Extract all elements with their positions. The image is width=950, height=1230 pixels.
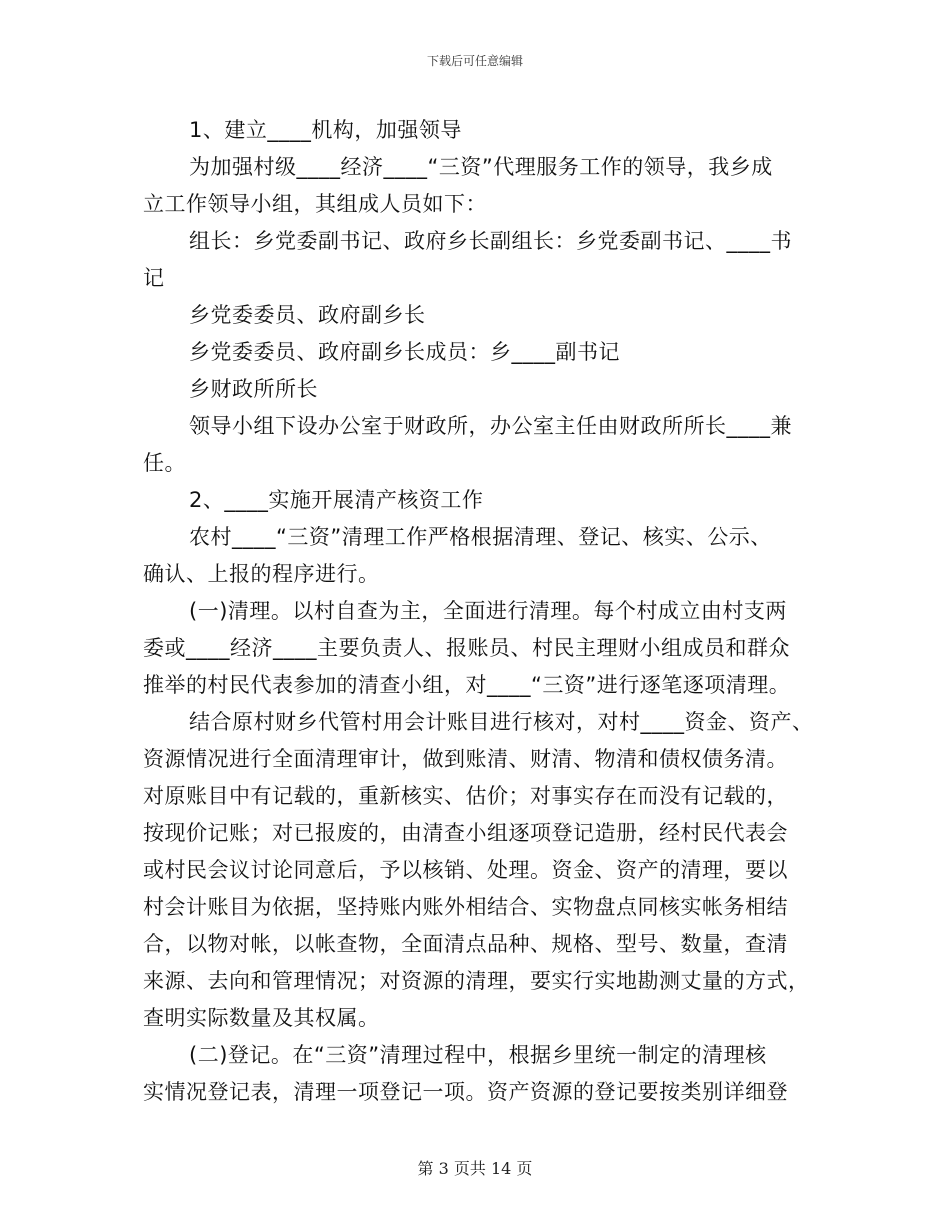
paragraph-line: 乡党委委员、政府副乡长成员：乡____副书记 — [189, 340, 620, 364]
paragraph-line: 查明实际数量及其权属。 — [143, 1006, 380, 1030]
paragraph-line: 乡财政所所长 — [189, 377, 318, 401]
paragraph-line: 为加强村级____经济____“三资”代理服务工作的领导，我乡成 — [189, 155, 773, 179]
paragraph-line: 合，以物对帐，以帐查物，全面清点品种、规格、型号、数量，查清 — [143, 932, 788, 956]
paragraph-line: 农村____“三资”清理工作严格根据清理、登记、核实、公示、 — [189, 525, 772, 549]
paragraph-line: 确认、上报的程序进行。 — [143, 562, 380, 586]
page-header: 下载后可任意编辑 — [426, 54, 523, 68]
paragraph-line: 领导小组下设办公室于财政所，办公室主任由财政所所长____兼 — [189, 414, 792, 438]
section-heading: 2、____实施开展清产核资工作 — [189, 488, 484, 512]
paragraph-line: 按现价记账；对已报废的，由清查小组逐项登记造册，经村民代表会 — [143, 821, 788, 845]
section-heading: 1、建立____机构，加强领导 — [189, 118, 462, 142]
paragraph-line: 组长：乡党委副书记、政府乡长副组长：乡党委副书记、____书 — [189, 229, 792, 253]
paragraph-line: 立工作领导小组，其组成人员如下： — [143, 192, 487, 216]
paragraph-line: 来源、去向和管理情况；对资源的清理，要实行实地勘测丈量的方式， — [143, 969, 810, 993]
paragraph-line: (二)登记。在“三资”清理过程中，根据乡里统一制定的清理核 — [189, 1043, 767, 1067]
paragraph-line: 任。 — [143, 451, 186, 475]
paragraph-line: 村会计账目为依据，坚持账内账外相结合、实物盘点同核实帐务相结 — [143, 895, 788, 919]
paragraph-line: 或村民会议讨论同意后，予以核销、处理。资金、资产的清理，要以 — [143, 858, 788, 882]
paragraph-line: 结合原村财乡代管村用会计账目进行核对，对村____资金、资产、 — [189, 710, 814, 734]
paragraph-line: 记 — [143, 266, 165, 290]
paragraph-line: 乡党委委员、政府副乡长 — [189, 303, 426, 327]
paragraph-line: 推举的村民代表参加的清查小组，对____“三资”进行逐笔逐项清理。 — [143, 673, 791, 697]
paragraph-line: (一)清理。以村自查为主，全面进行清理。每个村成立由村支两 — [189, 599, 787, 623]
paragraph-line: 委或____经济____主要负责人、报账员、村民主理财小组成员和群众 — [143, 636, 790, 660]
document-body — [143, 112, 814, 1111]
paragraph-line: 对原账目中有记载的，重新核实、估价；对事实存在而没有记载的， — [143, 784, 788, 808]
paragraph-line: 资源情况进行全面清理审计，做到账清、财清、物清和债权债务清。 — [143, 747, 788, 771]
paragraph-line: 实情况登记表，清理一项登记一项。资产资源的登记要按类别详细登 — [143, 1080, 788, 1104]
page-footer: 第 3 页共 14 页 — [417, 1159, 533, 1178]
